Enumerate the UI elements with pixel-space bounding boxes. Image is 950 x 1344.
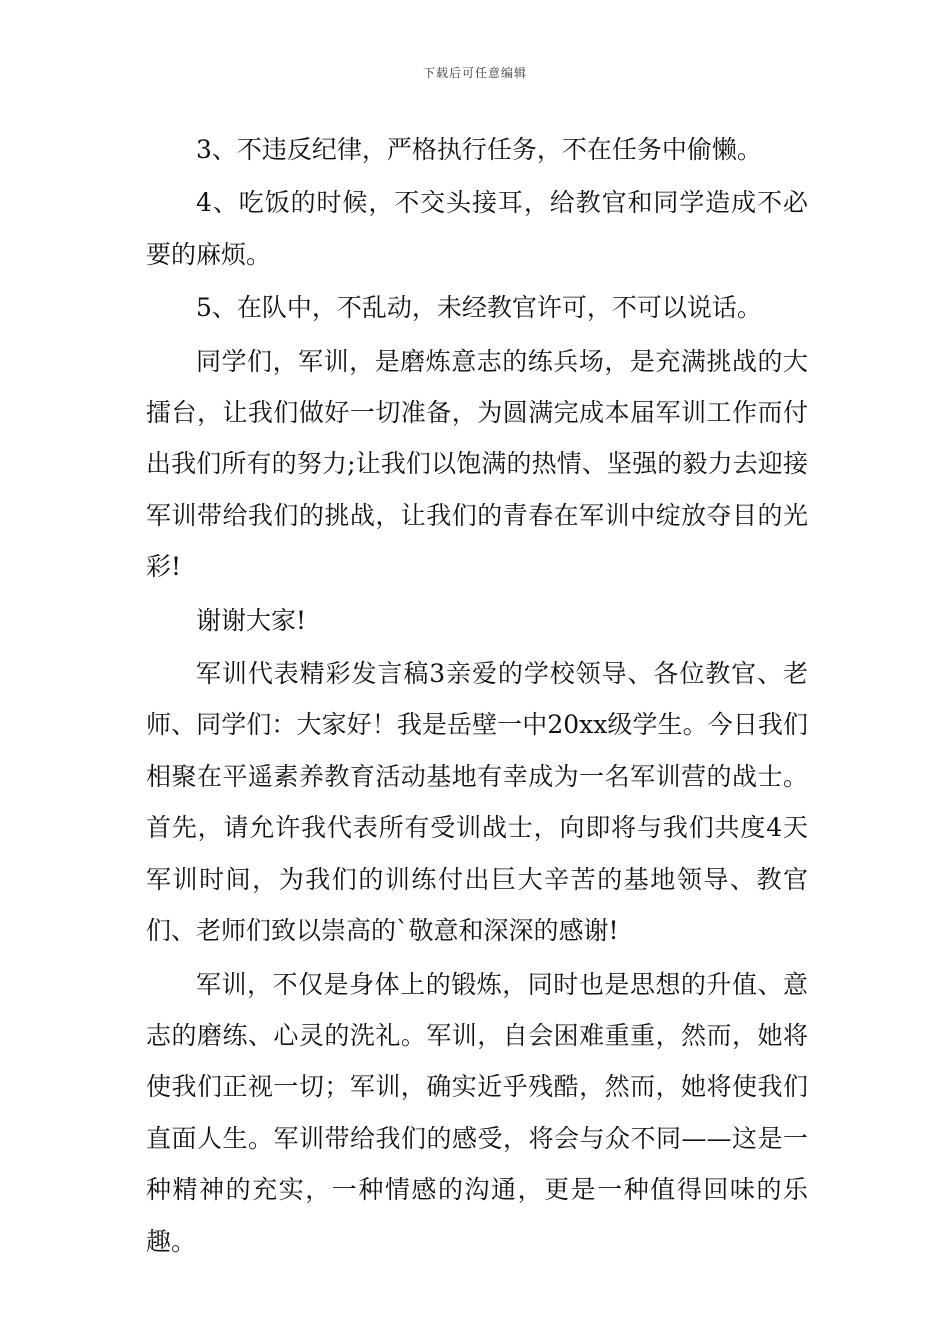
paragraph-thanks: 谢谢大家!: [196, 605, 307, 635]
paragraph-rule-4: 4、吃饭的时候，不交头接耳，给教官和同学造成不必要的麻烦。: [146, 188, 808, 269]
document-body: [146, 124, 808, 1269]
paragraph-military-training-meaning: 军训，不仅是身体上的锻炼，同时也是思想的升值、意志的磨练、心灵的洗礼。军训，自会困难重重，然而，她将使我们正视一切；军训，确实近乎残酷，然而，她将使我们直面人生。军训带给我们的感受，将会与众不同——这是一种精神的充实，一种情感的沟通，更是一种值得回味的乐趣。: [146, 969, 808, 1256]
paragraph-call-to-action: 同学们，军训，是磨炼意志的练兵场，是充满挑战的大擂台，让我们做好一切准备，为圆满完成本届军训工作而付出我们所有的努力;让我们以饱满的热情、坚强的毅力去迎接军训带给我们的挑战，让我们的青春在军训中绽放夺目的光彩!: [146, 346, 808, 582]
page-header-note: 下载后可任意编辑: [422, 66, 527, 80]
paragraph-rule-5: 5、在队中，不乱动，未经教官许可，不可以说话。: [196, 293, 762, 323]
paragraph-rule-3: 3、不违反纪律，严格执行任务，不在任务中偷懒。: [196, 135, 762, 164]
paragraph-speech-3-intro: 军训代表精彩发言稿3亲爱的学校领导、各位教官、老师、同学们：大家好！我是岳壁一中20xx级学生。今日我们相聚在平遥素养教育活动基地有幸成为一名军训营的战士。首先，请允许我代表所有受训战士，向即将与我们共度4天军训时间，为我们的训练付出巨大辛苦的基地领导、教官们、老师们致以崇高的`敬意和深深的感谢!: [146, 659, 808, 946]
